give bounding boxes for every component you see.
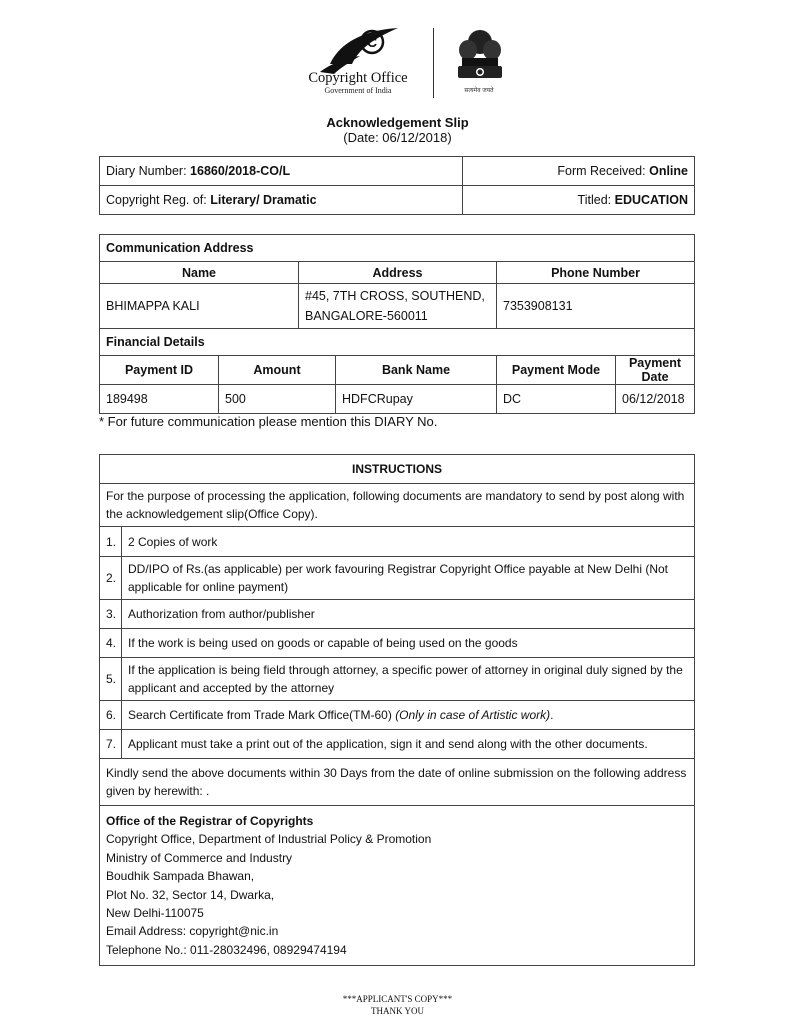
address-line: Plot No. 32, Sector 14, Dwarka, bbox=[106, 887, 275, 902]
form-value: Online bbox=[649, 164, 688, 178]
summary-table bbox=[99, 156, 695, 215]
communication-section-title: Communication Address bbox=[100, 235, 695, 262]
payment-date: 06/12/2018 bbox=[616, 385, 695, 414]
column-header-mode: Payment Mode bbox=[497, 356, 616, 385]
list-item bbox=[100, 600, 695, 629]
column-header-name: Name bbox=[100, 262, 299, 284]
logo-divider bbox=[433, 28, 434, 98]
office-address-block bbox=[100, 806, 695, 966]
applicant-copy-label: ***APPLICANT'S COPY*** bbox=[342, 994, 453, 1004]
diary-label: Diary Number: bbox=[106, 164, 191, 178]
slip-date: (Date: 06/12/2018) bbox=[343, 130, 452, 145]
list-item bbox=[100, 629, 695, 658]
diary-number-cell bbox=[100, 157, 463, 186]
item-text-tail: . bbox=[550, 708, 554, 722]
column-header-date: Payment Date bbox=[616, 356, 695, 385]
table-row bbox=[100, 186, 695, 215]
form-label: Form Received: bbox=[557, 164, 650, 178]
instructions-intro: For the purpose of processing the application, following documents are mandatory to send by post along with the acknowledgement slip(Office Copy). bbox=[100, 484, 695, 527]
item-number: 5. bbox=[100, 658, 122, 701]
office-name: Copyright Office bbox=[308, 70, 408, 86]
item-text: DD/IPO of Rs.(as applicable) per work favouring Registrar Copyright Office payable at New Delhi (Not applicable for online payment) bbox=[122, 557, 695, 600]
diary-note: * For future communication please mention this DIARY No. bbox=[99, 414, 438, 429]
payment-mode: DC bbox=[497, 385, 616, 414]
office-subtitle: Government of India bbox=[324, 86, 392, 95]
item-number: 6. bbox=[100, 701, 122, 730]
svg-text:C: C bbox=[366, 34, 378, 50]
list-item bbox=[100, 527, 695, 557]
reg-label: Copyright Reg. of: bbox=[106, 193, 211, 207]
address-line: Ministry of Commerce and Industry bbox=[106, 850, 293, 865]
office-address-title: Office of the Registrar of Copyrights bbox=[106, 814, 314, 828]
thank-you-label: THANK YOU bbox=[371, 1006, 424, 1016]
column-header-amount: Amount bbox=[219, 356, 336, 385]
bank-name: HDFCRupay bbox=[336, 385, 497, 414]
applicant-name: BHIMAPPA KALI bbox=[100, 284, 299, 329]
item-text: If the application is being field through attorney, a specific power of attorney in original duly signed by the applicant and accepted by the attorney bbox=[122, 658, 695, 701]
item-number: 3. bbox=[100, 600, 122, 629]
titled-cell bbox=[463, 186, 695, 215]
item-text-italic: (Only in case of Artistic work) bbox=[395, 708, 551, 722]
column-header-bank: Bank Name bbox=[336, 356, 497, 385]
address-line: Copyright Office, Department of Industrial Policy & Promotion bbox=[106, 832, 432, 847]
item-text: If the work is being used on goods or capable of being used on the goods bbox=[122, 629, 695, 658]
slip-title: Acknowledgement Slip bbox=[326, 115, 469, 130]
email-line: Email Address: copyright@nic.in bbox=[106, 924, 279, 939]
emblem-caption: सत्यमेव जयते bbox=[464, 88, 494, 94]
list-item bbox=[100, 730, 695, 759]
item-number: 1. bbox=[100, 527, 122, 557]
telephone-line: Telephone No.: 011-28032496, 08929474194 bbox=[106, 942, 347, 957]
reg-value: Literary/ Dramatic bbox=[210, 193, 317, 207]
form-received-cell bbox=[463, 157, 695, 186]
address-line: New Delhi-110075 bbox=[106, 906, 204, 921]
item-text: 2 Copies of work bbox=[122, 527, 695, 557]
national-emblem-icon bbox=[452, 26, 508, 86]
table-row bbox=[100, 157, 695, 186]
payment-id: 189498 bbox=[100, 385, 219, 414]
list-item bbox=[100, 701, 695, 730]
list-item bbox=[100, 557, 695, 600]
item-number: 2. bbox=[100, 557, 122, 600]
diary-value: 16860/2018-CO/L bbox=[190, 164, 291, 178]
titled-value: EDUCATION bbox=[614, 193, 688, 207]
item-text: Authorization from author/publisher bbox=[122, 600, 695, 629]
item-text-main: Search Certificate from Trade Mark Office(TM-60) bbox=[128, 708, 396, 722]
instructions-closing: Kindly send the above documents within 30 Days from the date of online submission on the following address given by herewith: . bbox=[100, 759, 695, 806]
list-item bbox=[100, 658, 695, 701]
instructions-table bbox=[99, 454, 695, 966]
item-text bbox=[122, 701, 695, 730]
applicant-phone: 7353908131 bbox=[497, 284, 695, 329]
column-header-phone: Phone Number bbox=[497, 262, 695, 284]
copyright-reg-cell bbox=[100, 186, 463, 215]
column-header-payment-id: Payment ID bbox=[100, 356, 219, 385]
instructions-title: INSTRUCTIONS bbox=[100, 455, 695, 484]
details-table bbox=[99, 234, 695, 414]
financial-section-title: Financial Details bbox=[100, 329, 695, 356]
address-line: Boudhik Sampada Bhawan, bbox=[106, 869, 255, 884]
applicant-address bbox=[299, 284, 497, 329]
column-header-address: Address bbox=[299, 262, 497, 284]
titled-label: Titled: bbox=[577, 193, 615, 207]
address-line: #45, 7TH CROSS, SOUTHEND, bbox=[305, 289, 485, 303]
address-line: BANGALORE-560011 bbox=[305, 309, 428, 323]
item-text: Applicant must take a print out of the application, sign it and send along with the other documents. bbox=[122, 730, 695, 759]
table-row bbox=[100, 385, 695, 414]
item-number: 4. bbox=[100, 629, 122, 658]
payment-amount: 500 bbox=[219, 385, 336, 414]
table-row bbox=[100, 284, 695, 329]
item-number: 7. bbox=[100, 730, 122, 759]
